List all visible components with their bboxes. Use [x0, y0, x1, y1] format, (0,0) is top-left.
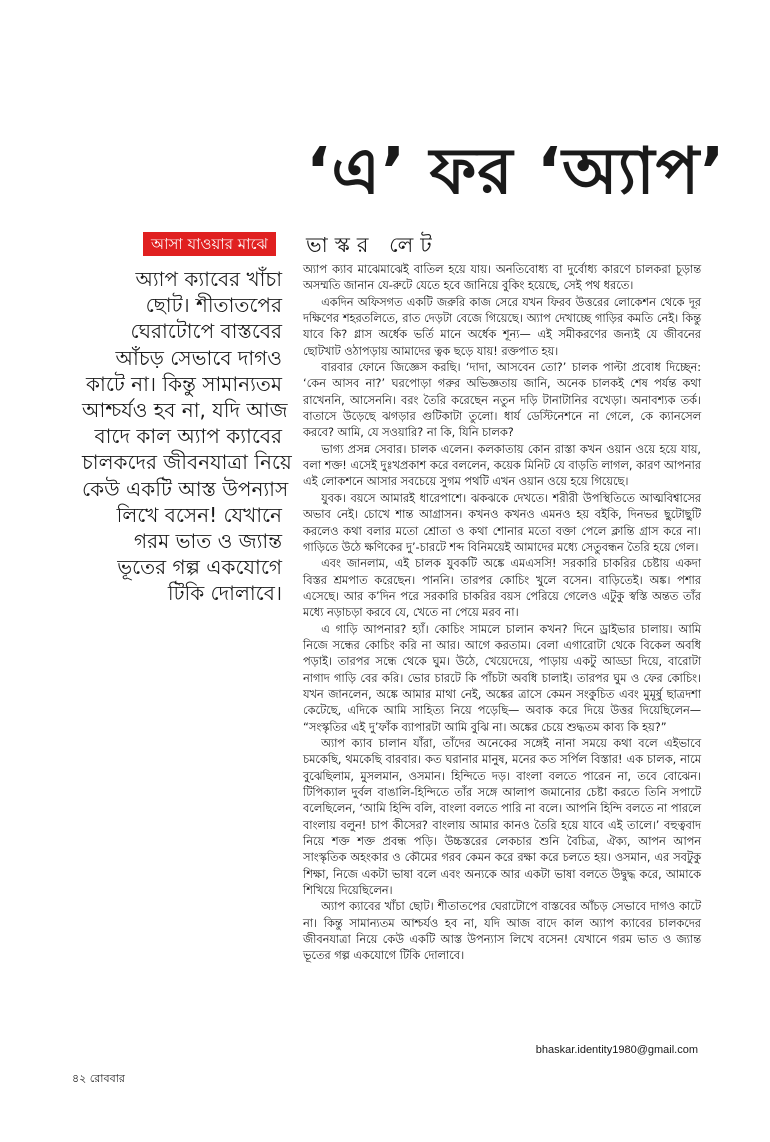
pull-quote-line: আশ্চর্যও হব না, যদি আজ [82, 398, 288, 423]
pull-quote-line: কেউ একটি আস্ত উপন্যাস [82, 476, 289, 501]
paragraph: অ্যাপ ক্যাব চালান যাঁরা, তাঁদের অনেকের সঙ্গেই নানা সময়ে কথা বলে এইভাবে চমকেছি, থমকেছি বারবার। কত ঘরানার মানুষ, মনের কত সর্পিল বিস্তার! এক চালক, নামে বুঝেছিলাম, মুসলমান, ওসমান। হিন্দিতে দড়। বাংলা বলতে পারেন না, তবে বোঝেন। টিপিক্যাল দুর্বল বাঙালি-হিন্দিতে তাঁর সঙ্গে আলাপ জমানোর চেষ্টা করতে তিনি সপাটে বলেছিলেন, ‘আমি হিন্দি বলি, বাংলা বলতে পারি না বলে। আপনি হিন্দি বলতে না পারলে বাংলায় বলুন! চাপ কীসের? বাংলায় আমার কানও তৈরি হয়ে যাবে এই তালে।’ বহুত্ববাদ নিয়ে শক্ত শক্ত প্রবন্ধ পড়ি। উচ্চস্তরের লেকচার শুনি বৈচিত্র, ঐক্য, আপন আপন সাংস্কৃতিক অহংকার ও কৌমের গরব কেমন করে রক্ষা করে চলতে হয়। ওসমান, এর সবটুকু শিক্ষা, নিজে একটা ভাষা বলে এবং অন্যকে আর একটা ভাষা বলতে উদ্বুদ্ধ করে, আমাকে শিখিয়ে দিয়েছিলেন। [303, 736, 701, 898]
pull-quote-line: লিখে বসেন! যেখানে [116, 502, 282, 527]
pull-quote-line: আঁচড় সেভাবে দাগও [115, 345, 282, 370]
paragraph: ভাগ্য প্রসন্ন সেবার। চালক এলেন। কলকাতায় কোন রাস্তা কখন ওয়ান ওয়ে হয়ে যায়, বলা শক্ত! এসেই দুঃখপ্রকাশ করে বললেন, কয়েক মিনিট যে বাড়তি লাগল, কারণ আপনার এই লোকশনে আসার সবচেয়ে সুগম পথটি এখন ওয়ান ওয়ে হয়ে গিয়েছে। [303, 442, 701, 489]
pull-quote-line: ঘেরাটোপে বাস্তবের [130, 319, 282, 344]
paragraph: বারবার ফোনে জিজ্ঞেস করছি। ‘দাদা, আসবেন তো?’ চালক পাল্টা প্রবোধ দিচ্ছেন: ‘কেন আসব না?’ ঘরপোড়া গরুর অভিজ্ঞতায় জানি, অনেক চালকই শেষ পর্যন্ত কথা রাখেননি, আসেননি। বরং তৈরি করেছেন নতুন দড়ি টানাটানির বখেড়া। অনাবশ্যক তর্ক। বাতাসে উড়েছে ঝগড়ার গুটিকাটা তুলো। ধার্য ডেস্টিনেশনে না গেলে, কে ক্যানসেল করবে? আমি, যে সওয়ারি? না কি, যিনি চালক? [303, 361, 701, 440]
pull-quote [82, 266, 292, 607]
paragraph: একদিন অফিসগত একটি জরুরি কাজ সেরে যখন ফিরব উত্তরের লোকেশন থেকে দূর দক্ষিণের শহরতলিতে, রাত দেড়টা বেজে গিয়েছে। অ্যাপ দেখাচ্ছে গাড়ির কমতি নেই। কিন্তু যাবে কি? গ্লাস অর্ধেক ভর্তি মানে অর্ধেক শূন্য— এই সমীকরণের জন্যই যে জীবনের ছোটখাট ওঠাপড়ায় আমাদের ত্বক ছড়ে যায়! রক্তপাত হয়। [303, 295, 701, 358]
paragraph: অ্যাপ ক্যাব মাঝেমাঝেই বাতিল হয়ে যায়। অনতিবোধ্য বা দুর্বোধ্য কারণে চালকরা চূড়ান্ত অসম্মতি জানান যে-রুটে যেতে হবে জানিয়ে বুকিং হয়েছে, সেই পথ ধরতে। [303, 263, 701, 293]
pull-quote-line: গরম ভাত ও জ্যান্ত [134, 529, 282, 554]
column-tag: আসা যাওয়ার মাঝে [143, 232, 276, 256]
pull-quote-line: কাটে না। কিন্তু সামান্যতম [86, 371, 282, 396]
author-byline: ভাস্কর লেট [306, 233, 439, 257]
page-folio: ৪২ রোববার [72, 1072, 125, 1085]
paragraph: অ্যাপ ক্যাবের খাঁচা ছোট। শীতাতপের ঘেরাটোপে বাস্তবের আঁচড় সেভাবে দাগও কাটে না। কিন্তু সামান্যতম আশ্চর্যও হব না, যদি আজ বাদে কাল অ্যাপ ক্যাবের চালকদের জীবনযাত্রা নিয়ে কেউ একটি আস্ত উপন্যাস লিখে বসেন! যেখানে গরম ভাত ও জ্যান্ত ভূতের গল্প একযোগে টিকি দোলাবে। [303, 900, 701, 963]
pull-quote-line: অ্যাপ ক্যাবের খাঁচা [135, 267, 282, 291]
author-email: bhaskar.identity1980@gmail.com [535, 1044, 698, 1056]
paragraph: যুবক। বয়সে আমারই ধারেপাশে। ঝকঝকে দেখতে। শরীরী উপস্থিতিতে আত্মবিশ্বাসের অভাব নেই। চোখে শান্ত আগ্রাসন। কখনও কখনও এমনও হয় বইকি, দিনভর ছুটোছুটি করলেও কথা বলার মতো শ্রোতা ও কথা শোনার মতো বক্তা পেলে ক্লান্তি গ্রাস করে না। গাড়িতে উঠে ক্ষণিকের দু’-চারটে শব্দ বিনিময়েই আমাদের মধ্যে সেতুবন্ধন তৈরি হয়ে গেল। [303, 491, 701, 554]
paragraph: এ গাড়ি আপনার? হ্যাঁ। কোচিং সামলে চালান কখন? দিনে ড্রাইভার চালায়। আমি নিজে সন্ধের কোচিং করি না আর। আগে করতাম। বেলা এগারোটা থেকে বিকেল অবধি পড়াই। তারপর সন্ধে থেকে ঘুম। উঠে, খেয়েদেয়ে, পাড়ায় একটু আড্ডা দিয়ে, বারোটা নাগাদ গাড়ি বের করি। ভোর চারটে কি পাঁচটা অবধি চালাই। তারপর ঘুম ও ফের কোচিং। যখন জানলেন, অঙ্কে আমার মাথা নেই, অঙ্কের ত্রাসে কেমন সংকুচিত এবং মুমূর্ষু ছাত্রদশা কেটেছে, এদিকে আমি সাহিত্য নিয়ে পড়েছি— অবাক করে দিয়ে উত্তর দিয়েছিলেন— “সংস্কৃতির এই দু’ফাঁক ব্যাপারটা আমি বুঝি না। অঙ্কের চেয়ে শুদ্ধতম কাব্য কি হয়?” [303, 622, 701, 734]
paragraph: এবং জানলাম, এই চালক যুবকটি অঙ্কে এমএসসি! সরকারি চাকরির চেষ্টায় একদা বিস্তর শ্রমপাত করেছেন। পাননি। তারপর কোচিং খুলে বসেন। বাড়িতেই। অঙ্ক। পশার এসেছে। আর ক’দিন পরে সরকারি চাকরির বয়স পেরিয়ে গেলেও এটুকু স্বস্তি অন্তত তাঁর মধ্যে নড়াচড়া করবে যে, খেতে না পেয়ে মরব না। [303, 557, 701, 620]
pull-quote-line: টিকি দোলাবে। [167, 581, 282, 606]
pull-quote-line: চালকদের জীবনযাত্রা নিয়ে [82, 450, 292, 475]
pull-quote-line: ভূতের গল্প একযোগে [117, 555, 282, 580]
pull-quote-line: ছোট। শীতাতপের [145, 293, 282, 318]
article-title: ‘এ’ ফর ‘অ্যাপ’ [306, 135, 726, 209]
pull-quote-line: বাদে কাল অ্যাপ ক্যাবের [94, 424, 282, 449]
article-body [303, 262, 701, 965]
